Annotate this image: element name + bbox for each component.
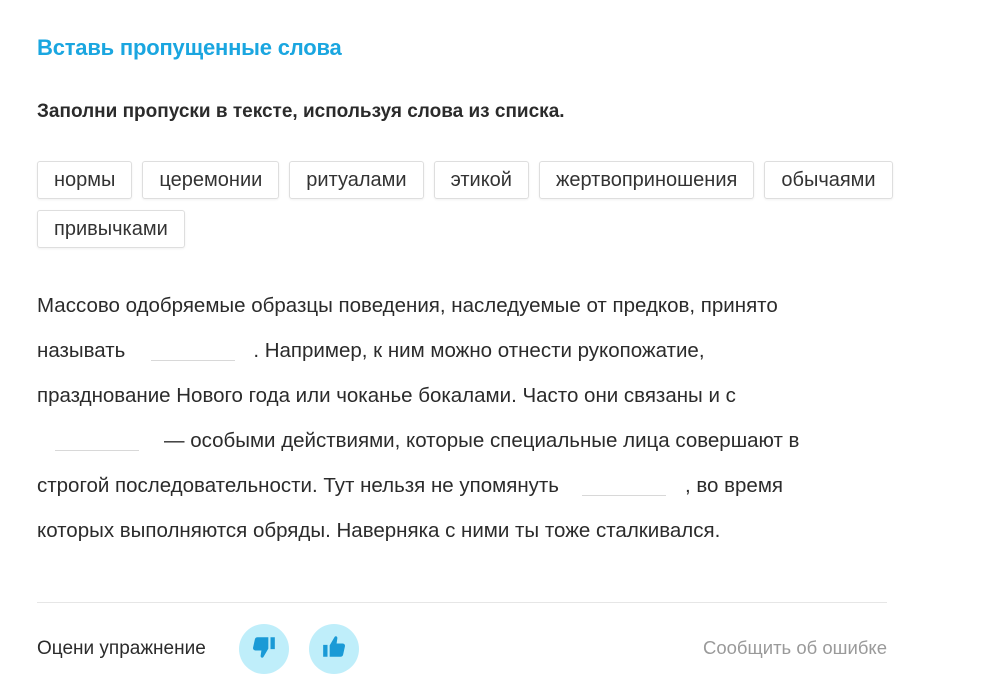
thumbs-up-icon bbox=[321, 634, 347, 665]
text-segment: . Например, к ним можно отнести рукопожатие, bbox=[253, 339, 705, 362]
text-line bbox=[37, 418, 897, 463]
word-chip[interactable]: обычаями bbox=[764, 161, 892, 199]
text-segment: — особыми действиями, которые специальные лица совершают в bbox=[164, 429, 800, 452]
report-error-link[interactable]: Сообщить об ошибке bbox=[702, 637, 887, 658]
text-segment: называть bbox=[37, 339, 126, 362]
text-segment: празднование Нового года или чоканье бокалами. Часто они связаны и с bbox=[37, 384, 736, 407]
word-chip[interactable]: этикой bbox=[434, 161, 529, 199]
text-line bbox=[37, 373, 897, 418]
text-segment: строгой последовательности. Тут нельзя не упомянуть bbox=[37, 474, 559, 497]
text-segment: которых выполняются обряды. Наверняка с ними ты тоже сталкивался. bbox=[37, 519, 721, 542]
footer-divider bbox=[37, 602, 887, 603]
text-segment: , во время bbox=[684, 474, 784, 497]
rate-exercise-label: Оцени упражнение bbox=[37, 638, 206, 659]
text-line bbox=[37, 328, 897, 373]
word-chip[interactable]: церемонии bbox=[142, 161, 279, 199]
like-button[interactable] bbox=[309, 624, 359, 674]
dislike-button[interactable] bbox=[239, 624, 289, 674]
text-segment: Массово одобряемые образцы поведения, наследуемые от предков, принято bbox=[37, 294, 778, 317]
blank-slot-2[interactable] bbox=[55, 424, 139, 451]
thumbs-down-icon bbox=[251, 634, 277, 665]
blank-slot-3[interactable] bbox=[582, 469, 666, 496]
word-chip[interactable]: привычками bbox=[37, 210, 185, 248]
word-chip[interactable]: жертвоприношения bbox=[539, 161, 754, 199]
text-line bbox=[37, 463, 897, 508]
word-chip[interactable]: нормы bbox=[37, 161, 132, 199]
word-bank bbox=[37, 161, 897, 248]
exercise-instruction: Заполни пропуски в тексте, используя слова из списка. bbox=[37, 101, 565, 122]
word-chip[interactable]: ритуалами bbox=[289, 161, 423, 199]
exercise-text bbox=[37, 283, 897, 553]
exercise-title: Вставь пропущенные слова bbox=[37, 35, 342, 60]
blank-slot-1[interactable] bbox=[151, 334, 235, 361]
text-line bbox=[37, 508, 897, 553]
text-line bbox=[37, 283, 897, 328]
